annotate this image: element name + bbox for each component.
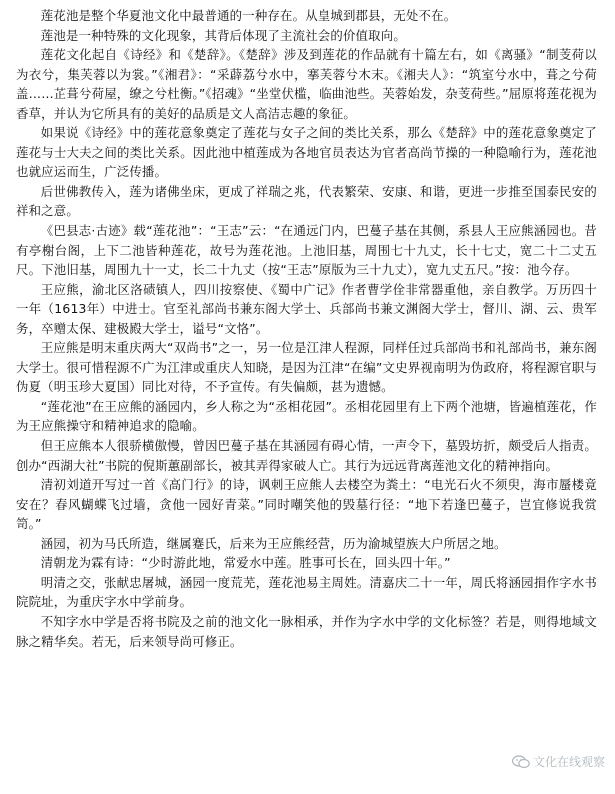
paragraph: 清朝龙为霖有诗：“少时游此地，常爱水中莲。胜事可长在，回头四十年。” bbox=[40, 555, 451, 571]
paragraph: 明清之交，张献忠屠城，涵园一度荒芜，莲花池易主周姓。清嘉庆二十一年，周氏将涵园捐作字水书院院址，为重庆字水中学前身。 bbox=[16, 574, 597, 610]
paragraph: 后世佛教传入，莲为诸佛坐床，更成了祥瑞之兆，代表繁荣、安康、和谐，更进一步推至国泰民安的祥和之意。 bbox=[16, 183, 597, 219]
paragraph: 王应熊，渝北区洛碛镇人，四川按察使、《蜀中广记》作者曹学佺非常器重他，亲自教学。万历四十一年（1613年）中进士。官至礼部尚书兼东阁大学士、兵部尚书兼文渊阁大学士，督川、湖、云、贵军务，卒赠太保、建极殿大学士，谥号“文恪”。 bbox=[16, 281, 597, 336]
paragraph: 《巴县志·古迹》载“莲花池”：“王志”云：“在通远门内，巴蔓子基在其侧，系县人王应熊涵园也。昔有亭榭台阁，上下二池皆种莲花，故号为莲花池。上池旧基，周围七十九丈，长十七丈，宽二十二丈五尺。下池旧基，周围九十一丈，长二十九丈（按“王志”原版为三十九丈），宽九丈五尺。”按：池今存。 bbox=[16, 223, 597, 278]
watermark bbox=[512, 753, 605, 770]
watermark-text: 文化在线观察 bbox=[532, 755, 605, 769]
paragraph: 莲花池是整个华夏池文化中最普通的一种存在。从皇城到郡县，无处不在。 bbox=[40, 8, 457, 23]
paragraph: 莲池是一种特殊的文化现象，其背后体现了主流社会的价值取向。 bbox=[40, 27, 406, 43]
paragraph: 但王应熊本人很骄横傲慢，曾因巴蔓子基在其涵园有碍心情，一声令下，墓毁坊折，颇受后人指责。创办“西湖大社”书院的倪斯蕙副部长，被其弄得家破人亡。其行为远远背离莲池文化的精神指向。 bbox=[16, 438, 597, 473]
paragraph: 清初刘道开写过一首《高门行》的诗，讽刺王应熊人去楼空为粪土：“电光石火不须臾，海市蜃楼竟安在？春风蝴蝶飞过墙，贪他一园好青菜。”同时嘲笑他的毁墓行径：“地下若逢巴蔓子，岂宜修说我赏笥。” bbox=[16, 477, 597, 532]
paragraph: 不知字水中学是否将书院及之前的池文化一脉相承，并作为字水中学的文化标签？若是，则得地域文脉之精华矣。若无，后来领导尚可修正。 bbox=[16, 613, 597, 649]
paragraph: 莲花文化起自《诗经》和《楚辞》。《楚辞》涉及到莲花的作品就有十篇左右，如《离骚》“制芰荷以为衣兮，集芙蓉以为裳。”《湘君》：“采薜荔兮水中，搴芙蓉兮木末。《湘夫人》：“筑室兮水中，葺之兮荷盖……芷葺兮荷屋，缭之兮杜衡。”《招魂》“坐堂伏槛，临曲池些。芙蓉始发，杂芰荷些。”屈原将莲花视为香草，并认为它所具有的美好的品质是文人高洁志趣的象征。 bbox=[16, 47, 597, 121]
paragraph: “莲花池”在王应熊的涵园内，乡人称之为“丞相花园”。丞相花园里有上下两个池塘，皆遍植莲花，作为王应熊操守和精神追求的隐喻。 bbox=[16, 398, 597, 434]
paragraph: 如果说《诗经》中的莲花意象奠定了莲花与女子之间的类比关系，那么《楚辞》中的莲花意象奠定了莲花与士大夫之间的类比关系。因此池中植莲成为各地官员表达为官者高尚节操的一种隐喻行为，莲花池也就应运而生，广泛传播。 bbox=[16, 125, 597, 180]
paragraph: 王应熊是明末重庆两大“双尚书”之一，另一位是江津人程源，同样任过兵部尚书和礼部尚书，兼东阁大学士。很可惜程源不广为江津或重庆人知晓，是因为江津“在编”文史界视南明为伪政府，将程源官职与伪夏（明玉珍大夏国）同比对待，不予宣传。有失偏颇，甚为遗憾。 bbox=[16, 340, 597, 395]
wechat-icon bbox=[512, 755, 530, 769]
paragraph: 涵园，初为马氏所造，继属蹇氏，后来为王应熊经营，历为渝城望族大户所居之地。 bbox=[40, 535, 507, 551]
